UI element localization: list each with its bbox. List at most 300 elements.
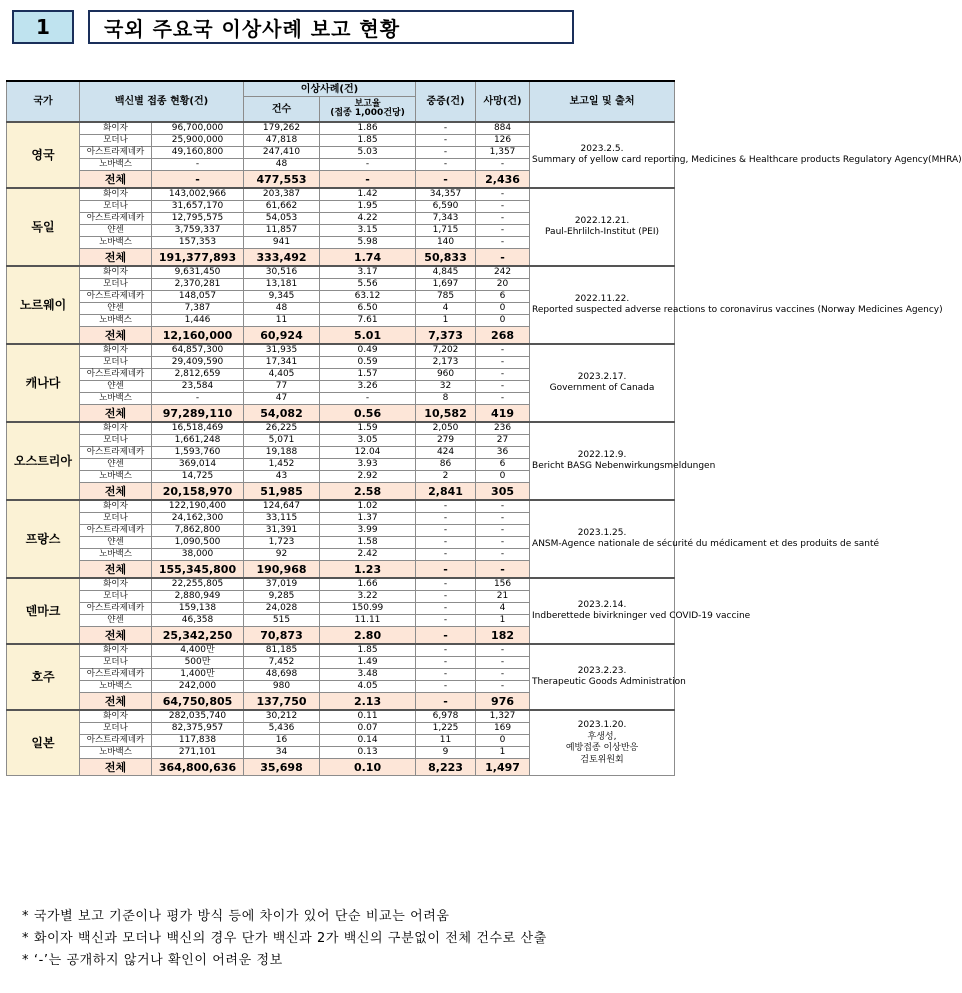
death-value: 156 (476, 578, 530, 591)
rate-value: 4.05 (320, 681, 416, 693)
doses-value: 82,375,957 (152, 723, 244, 735)
serious-value: 424 (416, 447, 476, 459)
doses-value: 46,358 (152, 615, 244, 627)
serious-value: - (416, 159, 476, 171)
count-value: 48 (244, 303, 320, 315)
total-doses: 25,342,250 (152, 627, 244, 645)
serious-value: 11 (416, 735, 476, 747)
count-value: 48 (244, 159, 320, 171)
count-value: 17,341 (244, 357, 320, 369)
vaccine-name: 아스트라제네카 (80, 213, 152, 225)
rate-value: 0.13 (320, 747, 416, 759)
total-death: 305 (476, 483, 530, 501)
source-line: 2022.12.21. (574, 215, 630, 226)
serious-value: - (416, 644, 476, 657)
total-serious: 50,833 (416, 249, 476, 267)
rate-value: 7.61 (320, 315, 416, 327)
serious-value: 140 (416, 237, 476, 249)
total-death: - (476, 561, 530, 579)
vaccine-name: 얀센 (80, 381, 152, 393)
rate-value: 3.15 (320, 225, 416, 237)
source-line: 검토위원회 (580, 754, 624, 765)
doses-value: 143,002,966 (152, 188, 244, 201)
source-cell (530, 500, 880, 578)
doses-value: - (152, 159, 244, 171)
serious-value: 960 (416, 369, 476, 381)
vaccine-name: 아스트라제네카 (80, 669, 152, 681)
total-count: 60,924 (244, 327, 320, 345)
death-value: - (476, 513, 530, 525)
count-value: 515 (244, 615, 320, 627)
serious-value: 6,978 (416, 710, 476, 723)
rate-value: 11.11 (320, 615, 416, 627)
country-name: 캐나다 (7, 344, 80, 422)
source-cell (530, 266, 943, 344)
doses-value: 25,900,000 (152, 135, 244, 147)
count-value: 1,452 (244, 459, 320, 471)
count-value: 81,185 (244, 644, 320, 657)
vaccine-name: 노바백스 (80, 159, 152, 171)
total-count: 137,750 (244, 693, 320, 711)
doses-value: 64,857,300 (152, 344, 244, 357)
source-line: 후생성, (587, 731, 617, 742)
total-death: 2,436 (476, 171, 530, 189)
total-serious: 7,373 (416, 327, 476, 345)
vaccine-name: 얀센 (80, 225, 152, 237)
serious-value: 9 (416, 747, 476, 759)
vaccine-name: 화이자 (80, 266, 152, 279)
total-label: 전체 (80, 483, 152, 501)
serious-value: 785 (416, 291, 476, 303)
vaccine-name: 얀센 (80, 303, 152, 315)
death-value: - (476, 393, 530, 405)
total-label: 전체 (80, 693, 152, 711)
rate-value: 3.48 (320, 669, 416, 681)
death-value: 1 (476, 747, 530, 759)
col-header-country: 국가 (7, 81, 80, 122)
serious-value: 8 (416, 393, 476, 405)
total-serious: - (416, 627, 476, 645)
vaccine-name: 화이자 (80, 644, 152, 657)
death-value: - (476, 381, 530, 393)
count-value: 5,071 (244, 435, 320, 447)
count-value: 11,857 (244, 225, 320, 237)
serious-value: 4,845 (416, 266, 476, 279)
doses-value: 1,090,500 (152, 537, 244, 549)
death-value: 6 (476, 291, 530, 303)
death-value: 4 (476, 603, 530, 615)
vaccine-name: 모더나 (80, 513, 152, 525)
col-header-serious: 중증(건) (416, 81, 476, 122)
death-value: - (476, 537, 530, 549)
doses-value: 117,838 (152, 735, 244, 747)
death-value: - (476, 357, 530, 369)
serious-value: - (416, 578, 476, 591)
total-rate: 2.80 (320, 627, 416, 645)
death-value: 169 (476, 723, 530, 735)
table-row (7, 710, 675, 723)
table-row (7, 644, 675, 657)
count-value: 941 (244, 237, 320, 249)
death-value: - (476, 237, 530, 249)
count-value: 77 (244, 381, 320, 393)
count-value: 34 (244, 747, 320, 759)
total-label: 전체 (80, 627, 152, 645)
vaccine-name: 화이자 (80, 500, 152, 513)
vaccine-name: 얀센 (80, 537, 152, 549)
source-line: Reported suspected adverse reactions to coronavirus vaccines (Norway Medicines Agency) (532, 305, 943, 315)
doses-value: 24,162,300 (152, 513, 244, 525)
death-value: - (476, 681, 530, 693)
count-value: 30,212 (244, 710, 320, 723)
count-value: 13,181 (244, 279, 320, 291)
table-row (7, 500, 675, 513)
count-value: 980 (244, 681, 320, 693)
source-cell (530, 188, 675, 266)
doses-value: 96,700,000 (152, 122, 244, 135)
vaccine-name: 노바백스 (80, 471, 152, 483)
count-value: 9,285 (244, 591, 320, 603)
serious-value: 6,590 (416, 201, 476, 213)
count-value: 31,935 (244, 344, 320, 357)
source-line: 2023.2.17. (577, 371, 627, 382)
total-label: 전체 (80, 327, 152, 345)
serious-value: 2 (416, 471, 476, 483)
rate-value: 3.26 (320, 381, 416, 393)
rate-value: 0.14 (320, 735, 416, 747)
vaccine-name: 모더나 (80, 435, 152, 447)
doses-value: 7,387 (152, 303, 244, 315)
serious-value: - (416, 147, 476, 159)
count-value: 33,115 (244, 513, 320, 525)
vaccine-name: 노바백스 (80, 315, 152, 327)
country-name: 덴마크 (7, 578, 80, 644)
total-doses: 97,289,110 (152, 405, 244, 423)
serious-value: - (416, 681, 476, 693)
col-header-count: 건수 (244, 97, 320, 123)
total-label: 전체 (80, 759, 152, 776)
vaccine-name: 모더나 (80, 591, 152, 603)
total-death: - (476, 249, 530, 267)
rate-value: 5.03 (320, 147, 416, 159)
serious-value: 2,173 (416, 357, 476, 369)
total-label: 전체 (80, 171, 152, 189)
country-name: 호주 (7, 644, 80, 710)
death-value: 236 (476, 422, 530, 435)
count-value: 37,019 (244, 578, 320, 591)
source-line: Bericht BASG Nebenwirkungsmeldungen (532, 461, 716, 471)
count-value: 92 (244, 549, 320, 561)
count-value: 47 (244, 393, 320, 405)
col-header-death: 사망(건) (476, 81, 530, 122)
source-line: Indberettede bivirkninger ved COVID-19 vaccine (532, 611, 751, 621)
vaccine-name: 아스트라제네카 (80, 147, 152, 159)
vaccine-name: 화이자 (80, 188, 152, 201)
death-value: 20 (476, 279, 530, 291)
death-value: - (476, 159, 530, 171)
total-count: 54,082 (244, 405, 320, 423)
death-value: 1 (476, 615, 530, 627)
total-count: 477,553 (244, 171, 320, 189)
doses-value: 16,518,469 (152, 422, 244, 435)
col-header-source: 보고일 및 출처 (530, 81, 675, 122)
count-value: 7,452 (244, 657, 320, 669)
rate-value: 5.56 (320, 279, 416, 291)
vaccine-name: 아스트라제네카 (80, 603, 152, 615)
doses-value: 369,014 (152, 459, 244, 471)
vaccine-name: 아스트라제네카 (80, 735, 152, 747)
doses-value: 7,862,800 (152, 525, 244, 537)
rate-value: 4.22 (320, 213, 416, 225)
total-doses: - (152, 171, 244, 189)
vaccine-name: 아스트라제네카 (80, 291, 152, 303)
source-line: 2023.2.14. (577, 599, 627, 610)
country-name: 프랑스 (7, 500, 80, 578)
doses-value: 122,190,400 (152, 500, 244, 513)
serious-value: - (416, 525, 476, 537)
serious-value: 34,357 (416, 188, 476, 201)
death-value: - (476, 669, 530, 681)
footnote: * ‘-’는 공개하지 않거나 확인이 어려운 정보 (22, 953, 283, 968)
vaccine-name: 노바백스 (80, 393, 152, 405)
vaccine-name: 모더나 (80, 357, 152, 369)
death-value: - (476, 213, 530, 225)
section-number: 1 (12, 10, 74, 44)
vaccine-name: 화이자 (80, 710, 152, 723)
rate-value: 1.59 (320, 422, 416, 435)
serious-value: 1,225 (416, 723, 476, 735)
count-value: 16 (244, 735, 320, 747)
doses-value: 1,661,248 (152, 435, 244, 447)
total-rate: 5.01 (320, 327, 416, 345)
rate-value: 3.17 (320, 266, 416, 279)
total-doses: 191,377,893 (152, 249, 244, 267)
death-value: - (476, 225, 530, 237)
total-count: 190,968 (244, 561, 320, 579)
table-row (7, 578, 675, 591)
country-name: 영국 (7, 122, 80, 188)
death-value: 242 (476, 266, 530, 279)
total-serious: - (416, 171, 476, 189)
count-value: 247,410 (244, 147, 320, 159)
rate-value: 1.49 (320, 657, 416, 669)
death-value: 6 (476, 459, 530, 471)
total-death: 419 (476, 405, 530, 423)
rate-value: 3.93 (320, 459, 416, 471)
serious-value: - (416, 615, 476, 627)
death-value: 1,357 (476, 147, 530, 159)
doses-value: 2,370,281 (152, 279, 244, 291)
vaccine-name: 얀센 (80, 459, 152, 471)
source-cell (530, 122, 962, 188)
source-line: Summary of yellow card reporting, Medicines & Healthcare products Regulatory Agency(MHRA) (532, 155, 962, 165)
section-title: 국외 주요국 이상사례 보고 현황 (88, 10, 574, 44)
death-value: 0 (476, 735, 530, 747)
rate-value: 63.12 (320, 291, 416, 303)
source-line: 예방접종 이상반응 (565, 743, 639, 753)
vaccine-name: 아스트라제네카 (80, 369, 152, 381)
death-value: 0 (476, 303, 530, 315)
source-line: 2023.1.25. (577, 527, 627, 538)
rate-value: 6.50 (320, 303, 416, 315)
count-value: 11 (244, 315, 320, 327)
serious-value: - (416, 603, 476, 615)
total-doses: 12,160,000 (152, 327, 244, 345)
table-row (7, 188, 675, 201)
vaccine-name: 아스트라제네카 (80, 447, 152, 459)
death-value: - (476, 188, 530, 201)
vaccine-name: 화이자 (80, 422, 152, 435)
count-value: 19,188 (244, 447, 320, 459)
death-value: 36 (476, 447, 530, 459)
table-row (7, 344, 675, 357)
vaccine-name: 화이자 (80, 122, 152, 135)
death-value: - (476, 369, 530, 381)
count-value: 124,647 (244, 500, 320, 513)
death-value: 27 (476, 435, 530, 447)
table-row (7, 422, 675, 435)
source-line: Government of Canada (549, 383, 655, 393)
count-value: 43 (244, 471, 320, 483)
serious-value: - (416, 549, 476, 561)
rate-value: 3.05 (320, 435, 416, 447)
country-name: 노르웨이 (7, 266, 80, 344)
source-cell (530, 710, 675, 776)
serious-value: 1,697 (416, 279, 476, 291)
vaccine-name: 화이자 (80, 344, 152, 357)
vaccine-name: 모더나 (80, 135, 152, 147)
count-value: 203,387 (244, 188, 320, 201)
serious-value: - (416, 669, 476, 681)
total-rate: 2.58 (320, 483, 416, 501)
vaccine-name: 아스트라제네카 (80, 525, 152, 537)
total-doses: 364,800,636 (152, 759, 244, 776)
serious-value: - (416, 122, 476, 135)
count-value: 4,405 (244, 369, 320, 381)
total-label: 전체 (80, 561, 152, 579)
rate-value: 1.95 (320, 201, 416, 213)
serious-value: - (416, 591, 476, 603)
vaccine-name: 노바백스 (80, 681, 152, 693)
rate-value: 1.85 (320, 644, 416, 657)
doses-value: 23,584 (152, 381, 244, 393)
country-name: 일본 (7, 710, 80, 776)
count-value: 24,028 (244, 603, 320, 615)
death-value: - (476, 344, 530, 357)
serious-value: - (416, 513, 476, 525)
col-header-vaccination: 백신별 접종 현황(건) (80, 81, 244, 122)
rate-value: 150.99 (320, 603, 416, 615)
table-body (7, 122, 962, 776)
doses-value: 282,035,740 (152, 710, 244, 723)
total-count: 35,698 (244, 759, 320, 776)
vaccine-name: 얀센 (80, 615, 152, 627)
source-line: 2022.11.22. (574, 293, 630, 304)
death-value: 126 (476, 135, 530, 147)
vaccine-name: 노바백스 (80, 237, 152, 249)
rate-value: 3.99 (320, 525, 416, 537)
doses-value: 12,795,575 (152, 213, 244, 225)
vaccine-name: 노바백스 (80, 747, 152, 759)
rate-value: 12.04 (320, 447, 416, 459)
total-rate: 1.23 (320, 561, 416, 579)
serious-value: 86 (416, 459, 476, 471)
count-value: 31,391 (244, 525, 320, 537)
source-cell (530, 644, 686, 710)
total-rate: 0.56 (320, 405, 416, 423)
serious-value: - (416, 537, 476, 549)
total-death: 268 (476, 327, 530, 345)
serious-value: 279 (416, 435, 476, 447)
total-doses: 64,750,805 (152, 693, 244, 711)
total-serious: 2,841 (416, 483, 476, 501)
total-count: 333,492 (244, 249, 320, 267)
doses-value: 1,593,760 (152, 447, 244, 459)
death-value: 1,327 (476, 710, 530, 723)
total-serious: - (416, 561, 476, 579)
col-header-adverse-events: 이상사례(건) (244, 81, 416, 97)
death-value: 0 (476, 315, 530, 327)
doses-value: 500만 (152, 657, 244, 669)
count-value: 54,053 (244, 213, 320, 225)
serious-value: 4 (416, 303, 476, 315)
death-value: - (476, 644, 530, 657)
count-value: 30,516 (244, 266, 320, 279)
source-line: 2023.2.5. (580, 143, 624, 154)
adverse-events-table (6, 80, 962, 776)
doses-value: 159,138 (152, 603, 244, 615)
rate-value: 1.66 (320, 578, 416, 591)
source-line: 2023.1.20. (577, 720, 627, 730)
rate-value: 2.42 (320, 549, 416, 561)
rate-value: 2.92 (320, 471, 416, 483)
count-value: 9,345 (244, 291, 320, 303)
col-header-rate (320, 97, 416, 123)
doses-value: 31,657,170 (152, 201, 244, 213)
footnotes (22, 906, 672, 972)
source-cell (530, 578, 751, 644)
total-count: 70,873 (244, 627, 320, 645)
death-value: 884 (476, 122, 530, 135)
serious-value: 1 (416, 315, 476, 327)
total-death: 976 (476, 693, 530, 711)
count-value: 5,436 (244, 723, 320, 735)
rate-value: - (320, 159, 416, 171)
total-doses: 20,158,970 (152, 483, 244, 501)
serious-value: - (416, 135, 476, 147)
rate-value: 1.37 (320, 513, 416, 525)
total-label: 전체 (80, 249, 152, 267)
total-rate: - (320, 171, 416, 189)
total-rate: 1.74 (320, 249, 416, 267)
country-name: 독일 (7, 188, 80, 266)
doses-value: 2,812,659 (152, 369, 244, 381)
death-value: 0 (476, 471, 530, 483)
count-value: 1,723 (244, 537, 320, 549)
source-line: 2023.2.23. (577, 665, 627, 676)
rate-value: 3.22 (320, 591, 416, 603)
vaccine-name: 모더나 (80, 201, 152, 213)
total-doses: 155,345,800 (152, 561, 244, 579)
total-rate: 0.10 (320, 759, 416, 776)
rate-value: 1.58 (320, 537, 416, 549)
rate-value: 0.07 (320, 723, 416, 735)
death-value: - (476, 549, 530, 561)
table-row (7, 266, 675, 279)
table-row (7, 122, 675, 135)
serious-value: 7,343 (416, 213, 476, 225)
death-value: - (476, 500, 530, 513)
